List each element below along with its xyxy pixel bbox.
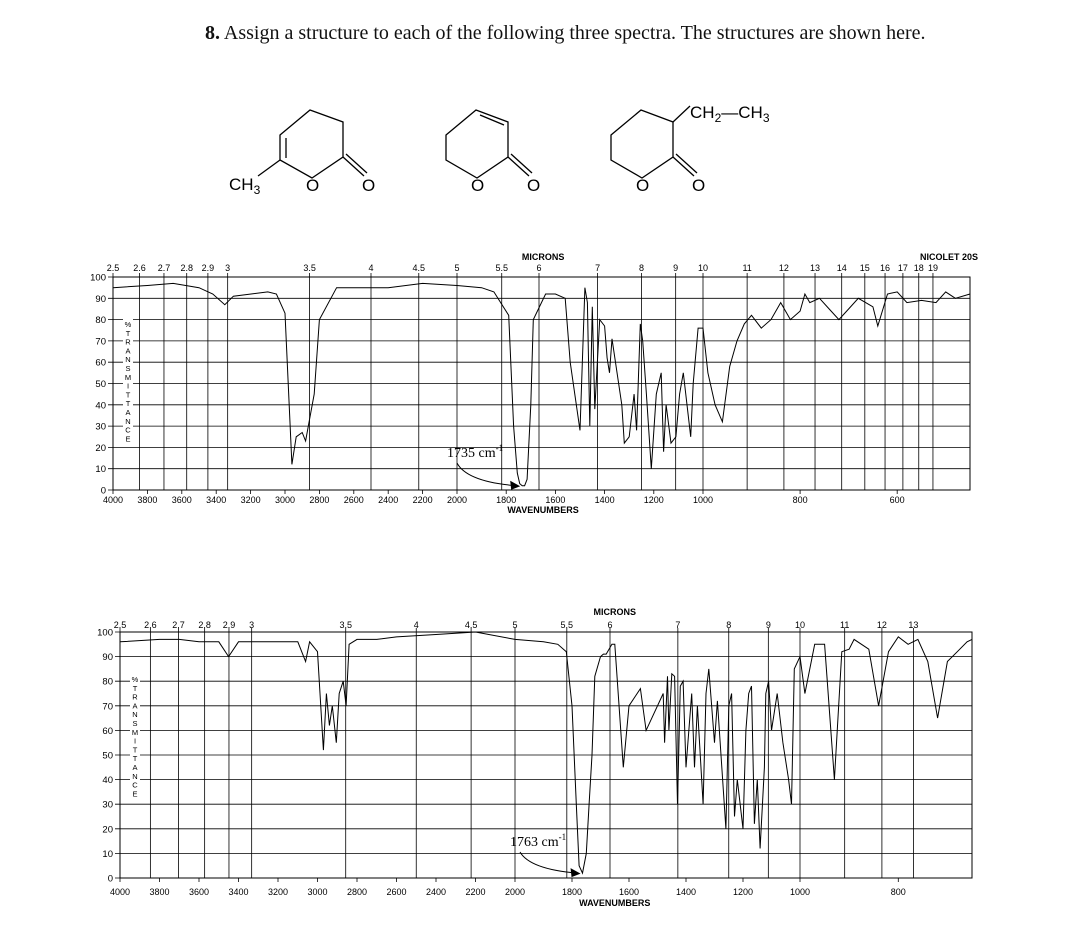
y-tick-label: 50 (102, 750, 113, 762)
peak-annotation: 1735 $cm^{-1}$ (447, 443, 504, 461)
ylabel-letter: A (125, 346, 131, 356)
y-tick-label: 40 (102, 775, 113, 787)
x-tick-label: 1000 (789, 887, 811, 897)
ylabel-letter: C (125, 425, 131, 435)
micron-tick-label: 2.6 (133, 263, 146, 273)
ylabel-letter: % (131, 675, 139, 684)
micron-tick-label: 2.5 (106, 263, 120, 273)
question-text (205, 22, 926, 45)
micron-tick-label: 4.5 (412, 263, 426, 273)
x-tick-label: 1000 (692, 495, 714, 505)
micron-tick-label: 13 (810, 263, 821, 273)
micron-tick-label: 3.5 (339, 620, 352, 630)
x-tick-label: 3000 (307, 887, 328, 897)
micron-tick-label: 17 (897, 263, 908, 273)
x-tick-label: 1200 (732, 887, 754, 897)
x-tick-label: 3600 (171, 495, 192, 505)
x-tick-label: 2600 (386, 887, 407, 897)
ylabel-letter: R (132, 692, 138, 702)
ylabel-letter: T (132, 683, 138, 693)
x-tick-label: 600 (889, 495, 905, 505)
micron-tick-label: 2.7 (157, 263, 171, 273)
y-tick-label: 70 (95, 336, 106, 348)
x-tick-label: 1800 (561, 887, 583, 897)
micron-tick-label: 8 (726, 620, 732, 630)
ylabel-letter: N (125, 416, 131, 426)
micron-tick-label: 19 (927, 263, 938, 273)
micron-tick-label: 6 (607, 620, 613, 630)
structure-1-ring-oxygen: O (306, 176, 320, 195)
wavenumbers-axis-title: WAVENUMBERS (507, 505, 579, 515)
structure-1-methyl-label: $CH_3$ (229, 175, 261, 197)
micron-tick-label: 18 (913, 263, 924, 273)
ylabel-letter: I (133, 736, 137, 746)
x-tick-label: 1600 (545, 495, 566, 505)
ylabel-letter: N (125, 355, 131, 365)
micron-tick-label: 5 (512, 620, 518, 630)
y-tick-label: 100 (97, 627, 113, 639)
ylabel-letter: A (132, 763, 138, 772)
micron-tick-label: 2.9 (201, 263, 215, 273)
micron-tick-label: 5.5 (495, 263, 508, 273)
x-tick-label: 3000 (274, 495, 296, 505)
micron-tick-label: 16 (880, 263, 891, 273)
micron-tick-label: 4 (368, 263, 374, 273)
micron-tick-label: 7 (675, 620, 681, 630)
ylabel-letter: T (125, 390, 131, 400)
x-tick-label: 1800 (496, 495, 517, 505)
structure-2-ring-oxygen: O (471, 176, 485, 195)
micron-tick-label: 4 (413, 620, 419, 630)
y-tick-label: 80 (102, 676, 113, 688)
micron-tick-label: 3 (225, 263, 231, 273)
annotation-arrow (520, 852, 577, 873)
y-tick-label: 0 (100, 485, 106, 497)
y-tick-label: 30 (102, 799, 113, 811)
y-tick-label: 90 (102, 652, 113, 664)
question-number: 8. (205, 22, 220, 44)
structure-2-carbonyl-oxygen: O (527, 176, 541, 195)
micron-tick-label: 10 (794, 620, 806, 630)
y-tick-label: 0 (107, 873, 113, 885)
structure-2 (446, 110, 532, 178)
y-tick-label: 100 (90, 272, 106, 284)
micron-tick-label: 12 (876, 620, 887, 630)
ylabel-letter: M (131, 727, 139, 737)
x-tick-label: 4000 (109, 887, 131, 897)
structure-3-ethyl-label: $CH_2—CH_3$ (690, 103, 770, 125)
ylabel-letter: T (125, 399, 131, 409)
ylabel-letter: E (132, 789, 138, 799)
x-tick-label: 800 (890, 887, 906, 897)
micron-tick-label: 4.5 (464, 620, 478, 630)
microns-axis-title: MICRONS (593, 607, 636, 617)
micron-tick-label: 6 (536, 263, 542, 273)
micron-tick-label: 2.8 (198, 620, 211, 630)
x-tick-label: 1400 (675, 887, 697, 897)
y-tick-label: 20 (95, 442, 106, 454)
micron-tick-label: 3 (249, 620, 255, 630)
micron-tick-label: 2.9 (222, 620, 236, 630)
x-tick-label: 3200 (267, 887, 289, 897)
ylabel-letter: T (132, 745, 138, 755)
instrument-label: NICOLET 20S (919, 252, 978, 262)
annotation-arrowhead (510, 481, 520, 490)
ylabel-letter: A (125, 408, 131, 417)
x-tick-label: 3800 (137, 495, 158, 505)
ylabel-letter: E (125, 434, 131, 444)
structure-3-ring-oxygen: O (636, 176, 650, 195)
x-tick-label: 2000 (504, 887, 526, 897)
y-tick-label: 40 (95, 400, 106, 412)
y-tick-label: 50 (95, 379, 106, 390)
micron-tick-label: 12 (778, 263, 789, 273)
peak-annotation: 1763 $cm^{-1}$ (510, 832, 567, 850)
ylabel-letter: I (126, 381, 130, 391)
x-tick-label: 1400 (594, 495, 615, 505)
ylabel-letter: N (132, 771, 138, 781)
ylabel-letter: T (125, 328, 131, 338)
ylabel-letter: T (132, 754, 138, 764)
micron-tick-label: 10 (697, 263, 709, 273)
structure-3-carbonyl-oxygen: O (692, 176, 706, 195)
ylabel-letter: S (125, 364, 131, 373)
x-tick-label: 3200 (240, 495, 261, 505)
x-tick-label: 2200 (412, 495, 433, 505)
micron-tick-label: 7 (595, 263, 601, 273)
y-tick-label: 10 (95, 464, 106, 476)
ir-spectrum-2 (0, 600, 1092, 910)
micron-tick-label: 11 (742, 263, 752, 273)
x-tick-label: 1600 (618, 887, 640, 897)
ylabel-letter: % (124, 320, 132, 329)
structure-1-carbonyl-oxygen: O (362, 176, 376, 195)
x-tick-label: 2000 (446, 495, 468, 505)
micron-tick-label: 13 (908, 620, 919, 630)
structure-3 (611, 106, 697, 178)
x-tick-label: 2400 (425, 887, 447, 897)
ylabel-letter: N (132, 710, 138, 720)
wavenumbers-axis-title: WAVENUMBERS (579, 898, 651, 908)
y-tick-label: 60 (95, 357, 106, 369)
micron-tick-label: 5.5 (560, 620, 574, 630)
annotation-arrowhead (571, 868, 581, 877)
x-tick-label: 1200 (643, 495, 664, 505)
x-tick-label: 3800 (149, 887, 170, 897)
micron-tick-label: 11 (840, 620, 850, 630)
question-body: Assign a structure to each of the following three spectra. The structures are shown here. (223, 22, 926, 44)
grid (108, 273, 970, 490)
ylabel-letter: M (124, 372, 132, 382)
x-tick-label: 2400 (378, 495, 399, 505)
ylabel-letter: R (125, 337, 131, 347)
micron-tick-label: 5 (454, 263, 460, 273)
x-tick-label: 3400 (228, 887, 249, 897)
micron-tick-label: 9 (765, 620, 771, 630)
x-tick-label: 2800 (309, 495, 330, 505)
structure-1 (258, 110, 367, 178)
microns-axis-title: MICRONS (521, 252, 565, 262)
micron-tick-label: 2.5 (113, 620, 127, 630)
y-tick-label: 30 (95, 421, 106, 433)
micron-tick-label: 8 (638, 263, 645, 273)
micron-tick-label: 2.6 (144, 620, 157, 630)
micron-tick-label: 14 (836, 263, 847, 273)
y-tick-label: 80 (95, 315, 106, 327)
y-tick-label: 10 (102, 848, 113, 860)
ir-spectrum-1 (0, 245, 1092, 525)
x-tick-label: 4000 (102, 495, 124, 505)
micron-tick-label: 2.8 (180, 263, 193, 273)
micron-tick-label: 2.7 (172, 620, 185, 630)
ylabel-letter: C (132, 780, 138, 790)
structures-panel (0, 85, 1092, 215)
y-tick-label: 70 (102, 701, 113, 713)
annotation-arrow (457, 463, 516, 486)
ylabel-letter: A (132, 701, 138, 711)
x-tick-label: 2800 (346, 887, 368, 897)
x-tick-label: 3400 (206, 495, 227, 505)
x-tick-label: 3600 (188, 887, 210, 897)
micron-tick-label: 9 (673, 263, 679, 273)
x-tick-label: 2200 (465, 887, 486, 897)
x-tick-label: 800 (792, 495, 808, 505)
y-tick-label: 20 (102, 824, 113, 836)
y-tick-label: 60 (102, 725, 113, 737)
ylabel-letter: S (132, 719, 138, 728)
y-tick-label: 90 (95, 293, 106, 305)
micron-tick-label: 3.5 (303, 263, 316, 273)
micron-tick-label: 15 (859, 263, 870, 273)
x-tick-label: 2600 (343, 495, 364, 505)
